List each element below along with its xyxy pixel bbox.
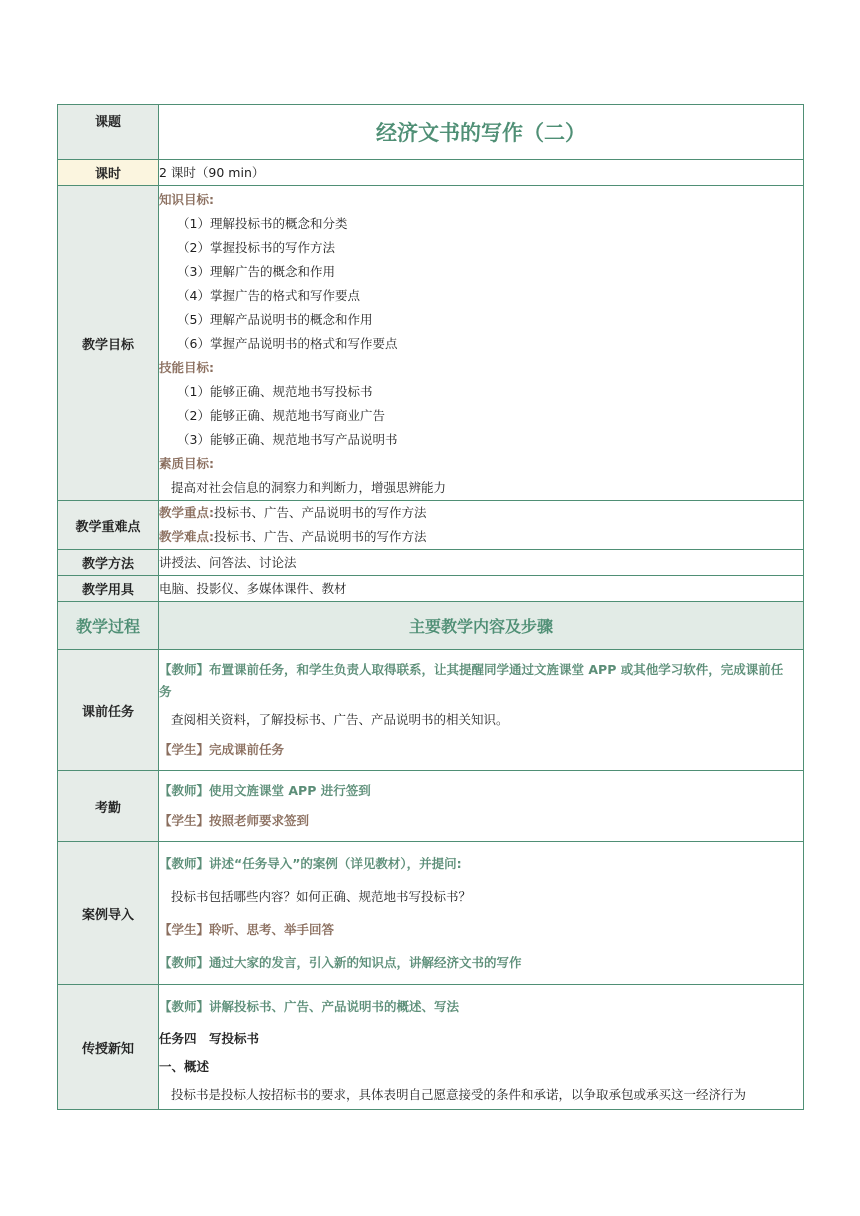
- case-row: [58, 842, 804, 985]
- objectives-row: [58, 186, 804, 501]
- skill-item: （3）能够正确、规范地书写产品说明书: [177, 432, 398, 447]
- methods-value: 讲授法、问答法、讨论法: [159, 550, 804, 576]
- case-question: 投标书包括哪些内容？如何正确、规范地书写投标书？: [171, 889, 472, 904]
- key-title: 教学重点:: [159, 505, 214, 520]
- hours-row: [58, 160, 804, 186]
- process-label: 教学过程: [58, 602, 159, 650]
- case-teacher-1: 【教师】讲述“任务导入”的案例（详见教材），并提问:: [159, 856, 462, 871]
- tools-value: 电脑、投影仪、多媒体课件、教材: [159, 576, 804, 602]
- knowledge-item: （4）掌握广告的格式和写作要点: [177, 288, 360, 303]
- knowledge-item: （5）理解产品说明书的概念和作用: [177, 312, 373, 327]
- case-content: [159, 842, 804, 985]
- knowledge-title: 知识目标:: [159, 192, 214, 207]
- quality-item: 提高对社会信息的洞察力和判断力，增强思辨能力: [171, 480, 447, 495]
- objectives-content: [159, 186, 804, 501]
- overview-text: 投标书是投标人按招标书的要求，具体表明自己愿意接受的条件和承诺，以争取承包或承买这一经济行为: [171, 1087, 747, 1102]
- keypoints-content: [159, 501, 804, 550]
- case-teacher-2: 【教师】通过大家的发言，引入新的知识点，讲解经济文书的写作: [159, 955, 522, 970]
- key-text: 投标书、广告、产品说明书的写作方法: [214, 505, 427, 520]
- lesson-plan-table: [57, 104, 804, 1110]
- new-knowledge-label: 传授新知: [58, 985, 159, 1110]
- case-label: 案例导入: [58, 842, 159, 985]
- keypoints-label: 教学重难点: [58, 501, 159, 550]
- methods-label: 教学方法: [58, 550, 159, 576]
- lesson-title: 经济文书的写作（二）: [159, 105, 804, 160]
- tools-row: [58, 576, 804, 602]
- section-heading: 一、概述: [159, 1059, 210, 1074]
- attendance-teacher: 【教师】使用文旌课堂 APP 进行签到: [159, 783, 371, 798]
- diff-title: 教学难点:: [159, 529, 214, 544]
- knowledge-item: （1）理解投标书的概念和分类: [177, 216, 348, 231]
- pre-task-label: 课前任务: [58, 650, 159, 771]
- topic-row: [58, 105, 804, 160]
- case-student: 【学生】聆听、思考、举手回答: [159, 922, 335, 937]
- diff-text: 投标书、广告、产品说明书的写作方法: [214, 529, 427, 544]
- pre-task-student: 【学生】完成课前任务: [159, 742, 285, 757]
- attendance-label: 考勤: [58, 771, 159, 842]
- skill-item: （2）能够正确、规范地书写商业广告: [177, 408, 385, 423]
- skill-title: 技能目标:: [159, 360, 214, 375]
- keypoints-row: [58, 501, 804, 550]
- pre-task-teacher: 【教师】布置课前任务，和学生负责人取得联系，让其提醒同学通过文旌课堂 APP 或其他学习软件，完成课前任务: [159, 662, 784, 699]
- pre-task-text: 查阅相关资料，了解投标书、广告、产品说明书的相关知识。: [171, 712, 509, 727]
- new-knowledge-row: [58, 985, 804, 1110]
- objectives-label: 教学目标: [58, 186, 159, 501]
- pre-task-row: [58, 650, 804, 771]
- methods-row: [58, 550, 804, 576]
- attendance-content: [159, 771, 804, 842]
- knowledge-item: （2）掌握投标书的写作方法: [177, 240, 335, 255]
- tools-label: 教学用具: [58, 576, 159, 602]
- process-title: 主要教学内容及步骤: [159, 602, 804, 650]
- new-knowledge-teacher: 【教师】讲解投标书、广告、产品说明书的概述、写法: [159, 999, 460, 1014]
- new-knowledge-content: [159, 985, 804, 1110]
- attendance-student: 【学生】按照老师要求签到: [159, 813, 310, 828]
- topic-label: 课题: [58, 105, 159, 160]
- process-header-row: [58, 602, 804, 650]
- knowledge-item: （6）掌握产品说明书的格式和写作要点: [177, 336, 398, 351]
- attendance-row: [58, 771, 804, 842]
- knowledge-item: （3）理解广告的概念和作用: [177, 264, 335, 279]
- pre-task-content: [159, 650, 804, 771]
- hours-label: 课时: [58, 160, 159, 186]
- quality-title: 素质目标:: [159, 456, 214, 471]
- task-heading: 任务四 写投标书: [159, 1031, 260, 1046]
- hours-value: 2 课时（90 min）: [159, 160, 804, 186]
- skill-item: （1）能够正确、规范地书写投标书: [177, 384, 373, 399]
